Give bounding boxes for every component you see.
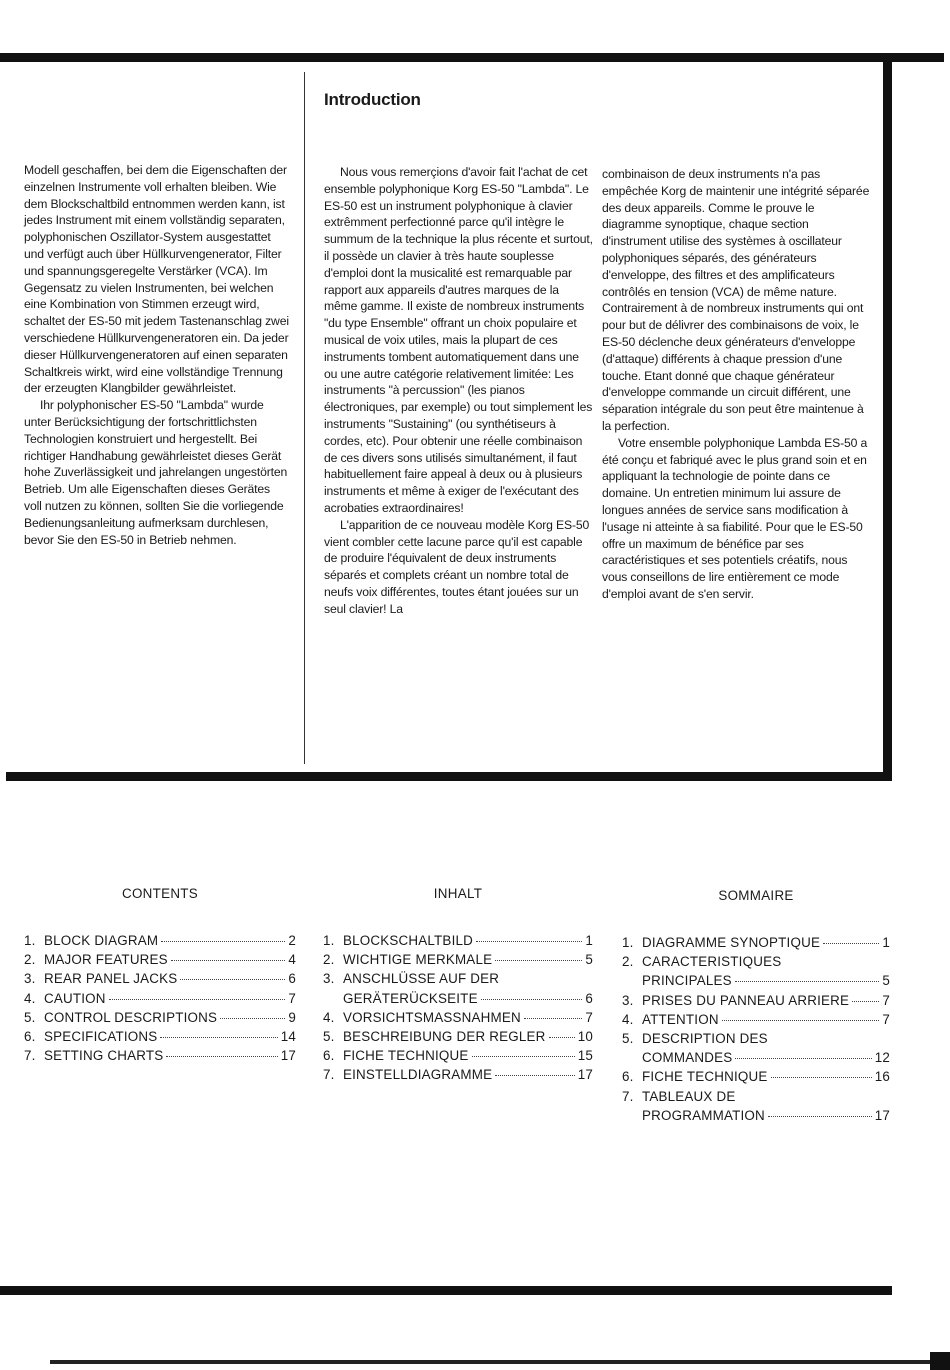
toc-entry-page: 12 (874, 1050, 890, 1066)
toc-entry (24, 931, 296, 950)
toc-leader-dots (161, 941, 285, 942)
toc-leader-dots (823, 943, 879, 944)
column-divider (304, 72, 305, 764)
paragraph: Ihr polyphonischer ES-50 "Lambda" wurde unter Berücksichtigung der fortschrittlichsten Technologien konstruiert und hergestellt. Bei richtiger Handhabung gewährleistet dieses Gerät hohe Zuverlässigkeit und jahrelangen ungestörten Betrieb. Um alle Eigenschaften dieses Gerätes voll nutzen zu können, sollten Sie die vorliegende Bedienungsanleitung aufmerksam durchlesen, bevor Sie den ES-50 in Betrieb nehmen. (24, 398, 288, 547)
toc-heading: SOMMAIRE (718, 888, 794, 903)
toc-entry (323, 1027, 593, 1046)
toc-entry (323, 1008, 593, 1027)
toc-leader-dots (852, 1001, 879, 1002)
toc-leader-dots (495, 960, 582, 961)
toc-entry-page: 9 (288, 1009, 296, 1025)
toc-entry-title: BLOCK DIAGRAM (44, 933, 159, 948)
toc-entry-title: CAUTION (44, 990, 106, 1006)
toc-entry (622, 971, 890, 990)
toc-leader-dots (722, 1020, 880, 1021)
toc-entry-title: REAR PANEL JACKS (44, 971, 178, 987)
toc-entry (323, 969, 593, 988)
toc-entry-page: 15 (577, 1048, 593, 1064)
toc-entry-title: BLOCKSCHALTBILD (343, 933, 474, 948)
toc-leader-dots (166, 1056, 277, 1057)
toc-entry-number: 4. (323, 1009, 335, 1025)
toc-entry-number: 5. (24, 1009, 36, 1025)
toc-leader-dots (768, 1116, 872, 1117)
toc-entry-number: 4. (622, 1011, 634, 1027)
toc-french (622, 888, 890, 1125)
toc-entry-number: 3. (622, 992, 634, 1008)
toc-entry-title: SETTING CHARTS (44, 1048, 164, 1064)
toc-german (323, 886, 593, 1085)
toc-entry-title: TABLEAUX DE (642, 1088, 736, 1104)
toc-entry-page: 1 (585, 933, 593, 948)
footer-rule (50, 1360, 930, 1364)
paragraph: Modell geschaffen, bei dem die Eigenschaften der einzelnen Instrumente voll erhalten bleiben. Wie dem Blockschaltbild entnommen werden kann, ist jedes Instrument mit einem vollständig separaten, polyphonischen Oszillator-System ausgestattet und verfügt auch über Hüllkurvengenerator, Filter und spannungsgeregelte Verstärker (VCA). Im Gegensatz zu vielen Instrumenten, bei welchen eine Kombination von Stimmen erzeugt wird, schaltet der ES-50 mit jedem Tastenanschlag zwei verschiedene Hüllkurvengeneratoren ein. Da jeder dieser Hüllkurvengeneratoren auf einen separaten Schaltkreis wirkt, wird eine vollständige Trennung der erzeugten Klangbilder gewährleistet. (24, 163, 289, 396)
toc-list (323, 931, 593, 1085)
toc-entry (622, 952, 890, 971)
paragraph: Votre ensemble polyphonique Lambda ES-50 a été conçu et fabriqué avec le plus grand soin et en appliquant la technologie de pointe dans ce domaine. Un entretien minimum lui assure de longues années de service sans modification à l'usage ni atteinte à sa fiabilité. Pour que le ES-50 offre un maximum de bénéfice par ses caractéristiques et ses potentiels créatifs, nous vous conseillons de lire entièrement ce mode d'emploi avant de s'en servir. (602, 435, 868, 601)
french-text-column-1 (324, 164, 594, 618)
toc-entry-page: 2 (288, 933, 296, 948)
bottom-rule (0, 1286, 892, 1295)
toc-entry-title: PROGRAMMATION (642, 1107, 765, 1123)
toc-entry-page: 5 (585, 952, 593, 968)
toc-entry (622, 1029, 890, 1048)
toc-entry-number: 6. (323, 1048, 335, 1064)
toc-entry-title: FICHE TECHNIQUE (343, 1048, 469, 1064)
toc-leader-dots (109, 999, 286, 1000)
toc-entry-page: 17 (577, 1067, 593, 1083)
toc-entry-title: COMMANDES (642, 1050, 733, 1066)
toc-entry-page: 5 (882, 973, 890, 989)
toc-leader-dots (771, 1077, 872, 1078)
toc-leader-dots (472, 1056, 575, 1057)
toc-entry (622, 991, 890, 1010)
toc-leader-dots (495, 1075, 574, 1076)
french-text-column-2 (602, 166, 872, 603)
toc-entry-number: 5. (622, 1031, 634, 1047)
toc-leader-dots (180, 979, 285, 980)
toc-leader-dots (735, 981, 880, 982)
toc-leader-dots (524, 1018, 582, 1019)
toc-entry-number: 4. (24, 990, 36, 1006)
toc-entry-title: DIAGRAMME SYNOPTIQUE (642, 935, 821, 950)
toc-heading: CONTENTS (121, 886, 199, 901)
toc-english (24, 886, 296, 1065)
toc-entry-number: 2. (622, 954, 634, 970)
toc-heading: INHALT (433, 886, 483, 901)
toc-entry-number: 2. (24, 952, 36, 968)
toc-entry (622, 1106, 890, 1125)
toc-entry-number: 7. (323, 1067, 335, 1083)
toc-entry-page: 6 (288, 971, 296, 987)
toc-entry-page: 4 (288, 952, 296, 968)
toc-entry-title: CARACTERISTIQUES (642, 954, 782, 970)
toc-entry-title: GERÄTERÜCKSEITE (343, 990, 478, 1006)
toc-entry (24, 1046, 296, 1065)
toc-list (24, 931, 296, 1065)
toc-entry-page: 14 (280, 1029, 296, 1045)
toc-entry (323, 989, 593, 1008)
toc-leader-dots (220, 1018, 285, 1019)
toc-entry-title: ANSCHLÜSSE AUF DER (343, 971, 500, 987)
toc-entry-page: 17 (874, 1107, 890, 1123)
toc-entry-page: 17 (280, 1048, 296, 1064)
toc-entry (323, 931, 593, 950)
paragraph: Nous vous remerçions d'avoir fait l'achat de cet ensemble polyphonique Korg ES-50 "Lambda". Le ES-50 est un instrument polyphonique à clavier extrêmment perfectionné parce qu'il intègre le summum de la technique la plus récente et surtout, il possède un clavier à très haute souplesse d'emploi dont la musicalité est remarquable par rapport aux appareils d'autres marques de la même gamme. Il existe de nombreux instruments "du type Ensemble" offrant un choix populaire et musical de voix utiles, mais la plupart de ces instruments tombent automatiquement dans une ou une autre catégorie relativement limitée: Les instruments "à percussion" (les pianos électroniques, par exemple) ou tout simplement les instruments "Sustaining" (ou synthétiseurs à cordes, etc). Pour obtenir une réelle combinaison de ces divers sons utilisés simultanément, il faut habituellement faire appeal à deux ou à plusieurs instruments et même à exiger de l'exécutant des acrobaties extraordinaires! (324, 165, 593, 515)
toc-entry (24, 1008, 296, 1027)
toc-entry (622, 1067, 890, 1086)
section-rule (6, 772, 892, 781)
toc-entry-number: 7. (24, 1048, 36, 1064)
toc-entry-title: WICHTIGE MERKMALE (343, 952, 493, 968)
toc-entry-number: 6. (622, 1069, 634, 1085)
toc-entry-number: 6. (24, 1029, 36, 1045)
toc-entry-number: 2. (323, 952, 335, 968)
toc-entry-page: 7 (288, 990, 296, 1006)
toc-entry-title: DESCRIPTION DES (642, 1031, 768, 1047)
toc-entry (24, 1027, 296, 1046)
toc-entry (622, 1087, 890, 1106)
toc-leader-dots (160, 1037, 277, 1038)
toc-entry-title: CONTROL DESCRIPTIONS (44, 1009, 218, 1025)
toc-entry-title: BESCHREIBUNG DER REGLER (343, 1029, 546, 1045)
toc-entry-title: VORSICHTSMASSNAHMEN (343, 1009, 521, 1025)
toc-entry (24, 950, 296, 969)
toc-entry-title: EINSTELLDIAGRAMME (343, 1067, 493, 1083)
paragraph: combinaison de deux instruments n'a pas empêchée Korg de maintenir une intégrité séparée des deux appareils. Comme le prouve le diagramme synoptique, chaque section d'instrument utilise des systèmes à oscillateur polyphoniques séparés, des générateurs d'enveloppe, des filtres et des amplificateurs contrôlés en tension (VCA) de même nature. Contrairement à de nombreux instruments qui ont pour but de délivrer des combinaisons de voix, le ES-50 déclenche deux générateurs d'enveloppe (d'attaque) différents à chaque pression d'une touche. Etant donné que chaque générateur d'enveloppe commande un circuit différent, une séparation intégrale du son peut être maintenue à la perfection. (602, 167, 870, 433)
toc-entry-number: 3. (24, 971, 36, 987)
toc-entry (24, 989, 296, 1008)
toc-entry-number: 1. (24, 933, 36, 948)
toc-entry-page: 7 (882, 992, 890, 1008)
toc-entry-number: 1. (622, 935, 634, 950)
toc-entry-title: PRINCIPALES (642, 973, 732, 989)
toc-entry-page: 1 (882, 935, 890, 950)
toc-leader-dots (171, 960, 286, 961)
toc-entry (622, 1010, 890, 1029)
toc-entry (323, 1065, 593, 1084)
paragraph: L'apparition de ce nouveau modèle Korg ES-50 vient combler cette lacune parce qu'il est capable de produire l'équivalent de deux instruments séparés et complets créant un nombre total de neufs voix différentes, toutes étant jouées sur un seul clavier! La (324, 517, 590, 616)
toc-entry-number: 1. (323, 933, 335, 948)
german-text-column (24, 162, 290, 548)
toc-list (622, 933, 890, 1125)
toc-leader-dots (476, 941, 582, 942)
toc-entry-page: 7 (882, 1011, 890, 1027)
toc-entry (323, 950, 593, 969)
top-rule (0, 53, 944, 62)
toc-entry-page: 16 (874, 1069, 890, 1085)
toc-entry-number: 7. (622, 1088, 634, 1104)
page-title: Introduction (324, 90, 421, 109)
toc-entry (622, 933, 890, 952)
corner-mark (930, 1352, 950, 1370)
toc-leader-dots (549, 1037, 575, 1038)
toc-entry-number: 5. (323, 1029, 335, 1045)
toc-entry-title: ATTENTION (642, 1011, 719, 1027)
toc-entry (323, 1046, 593, 1065)
toc-entry (622, 1048, 890, 1067)
toc-leader-dots (481, 999, 583, 1000)
toc-entry-title: FICHE TECHNIQUE (642, 1069, 768, 1085)
toc-entry-page: 6 (585, 990, 593, 1006)
toc-leader-dots (735, 1058, 871, 1059)
right-rule (883, 53, 892, 780)
toc-entry-title: PRISES DU PANNEAU ARRIERE (642, 992, 850, 1008)
toc-entry-number: 3. (323, 971, 335, 987)
toc-entry-title: SPECIFICATIONS (44, 1029, 158, 1045)
toc-entry-page: 7 (585, 1009, 593, 1025)
toc-entry-page: 10 (577, 1029, 593, 1045)
toc-entry (24, 969, 296, 988)
toc-entry-title: MAJOR FEATURES (44, 952, 168, 968)
